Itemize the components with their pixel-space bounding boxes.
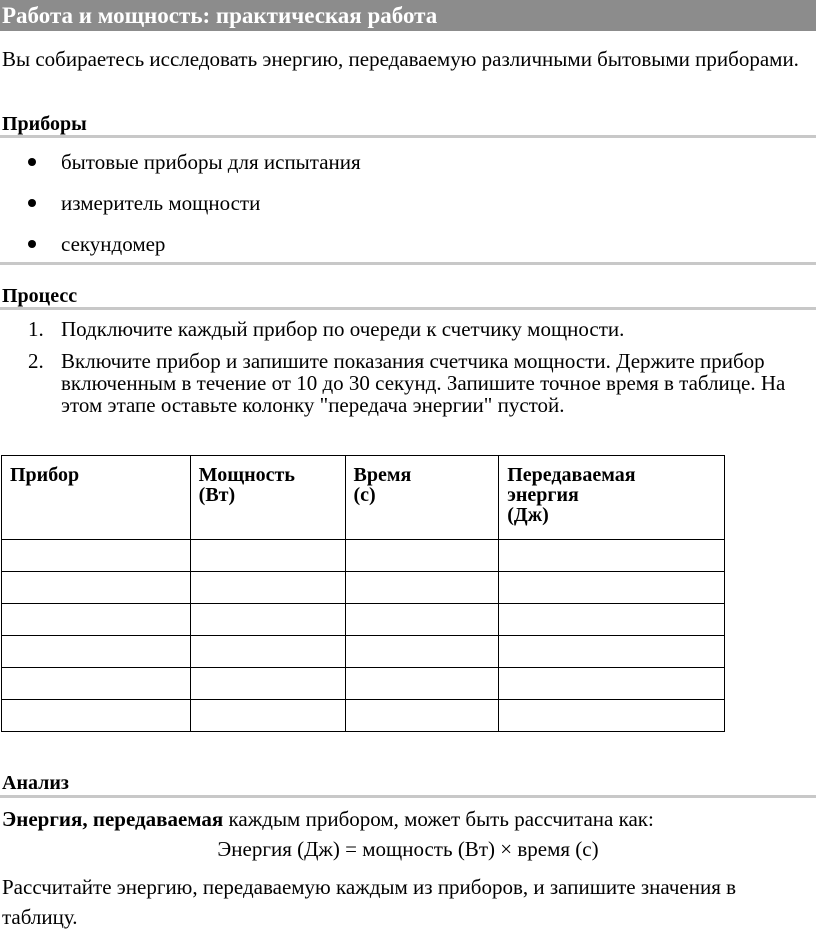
step-number: 1. [28,317,44,341]
table-cell[interactable] [2,604,191,636]
table-cell[interactable] [345,604,499,636]
step-text: Включите прибор и запишите показания счетчика мощности. Держите прибор включенным в течение от 10 до 30 секунд. Запишите точное время в таблице. На этом этапе оставьте колонку "передача энергии" пустой. [61,349,786,417]
list-item [0,350,816,416]
analysis-intro [2,807,654,831]
table-cell[interactable] [190,636,345,668]
equipment-item: бытовые приборы для испытания [61,150,361,174]
table-cell[interactable] [2,636,191,668]
table-body [2,540,725,732]
table-row [2,572,725,604]
table-cell[interactable] [190,540,345,572]
section-divider [0,135,816,138]
analysis-intro-rest: каждым прибором, может быть рассчитана как: [223,807,654,831]
section-divider [0,262,816,265]
bullet-icon [28,199,36,207]
energy-formula: Энергия (Дж) = мощность (Вт) × время (с) [217,837,599,861]
equipment-item: измеритель мощности [61,191,261,215]
table-cell[interactable] [2,668,191,700]
table-row [2,636,725,668]
header-line: (Дж) [507,504,549,526]
table-cell[interactable] [2,540,191,572]
list-item [0,318,816,340]
header-line: Мощность [198,464,295,486]
header-line: Время [353,464,412,486]
table-cell[interactable] [345,668,499,700]
analysis-instruction: Рассчитайте энергию, передаваемую каждым из приборов, и запишите значения в таблицу. [2,875,737,929]
header-power [190,456,345,540]
header-line: Передаваемая [507,464,636,486]
table-row [2,604,725,636]
table-cell[interactable] [499,636,725,668]
table-cell[interactable] [2,700,191,732]
table-cell[interactable] [190,700,345,732]
bullet-icon [28,240,36,248]
table-cell[interactable] [499,604,725,636]
header-line: (Вт) [198,484,236,506]
table-cell[interactable] [499,540,725,572]
process-heading: Процесс [2,285,78,307]
table-cell[interactable] [499,572,725,604]
equipment-list [0,150,361,273]
table-cell[interactable] [345,540,499,572]
table-cell[interactable] [190,668,345,700]
section-divider [0,307,816,310]
analysis-bold-term: Энергия, передаваемая [2,807,224,831]
results-table [1,455,725,732]
table-cell[interactable] [345,636,499,668]
intro-text: Вы собираетесь исследовать энергию, передаваемую различными бытовыми приборами. [2,47,799,71]
table-cell[interactable] [190,604,345,636]
list-item [0,150,361,191]
table-header-row [2,456,725,540]
table-row [2,700,725,732]
list-item [0,191,361,232]
header-device [2,456,191,540]
table-row [2,540,725,572]
header-energy [499,456,725,540]
bullet-icon [28,158,36,166]
equipment-heading: Приборы [2,113,87,135]
table-cell[interactable] [345,700,499,732]
header-time [345,456,499,540]
header-line: Прибор [10,464,80,486]
table-cell[interactable] [345,572,499,604]
table-cell[interactable] [499,700,725,732]
header-line: (с) [353,484,376,506]
step-number: 2. [28,349,44,373]
table-row [2,668,725,700]
equipment-item: секундомер [61,232,166,256]
table-cell[interactable] [2,572,191,604]
page-title: Работа и мощность: практическая работа [0,0,816,31]
section-divider [0,795,816,798]
process-steps [0,318,816,426]
step-text: Подключите каждый прибор по очереди к счетчику мощности. [61,317,625,341]
table-cell[interactable] [499,668,725,700]
header-line: энергия [507,484,579,506]
analysis-heading: Анализ [2,772,69,794]
table-cell[interactable] [190,572,345,604]
list-item [0,232,361,273]
